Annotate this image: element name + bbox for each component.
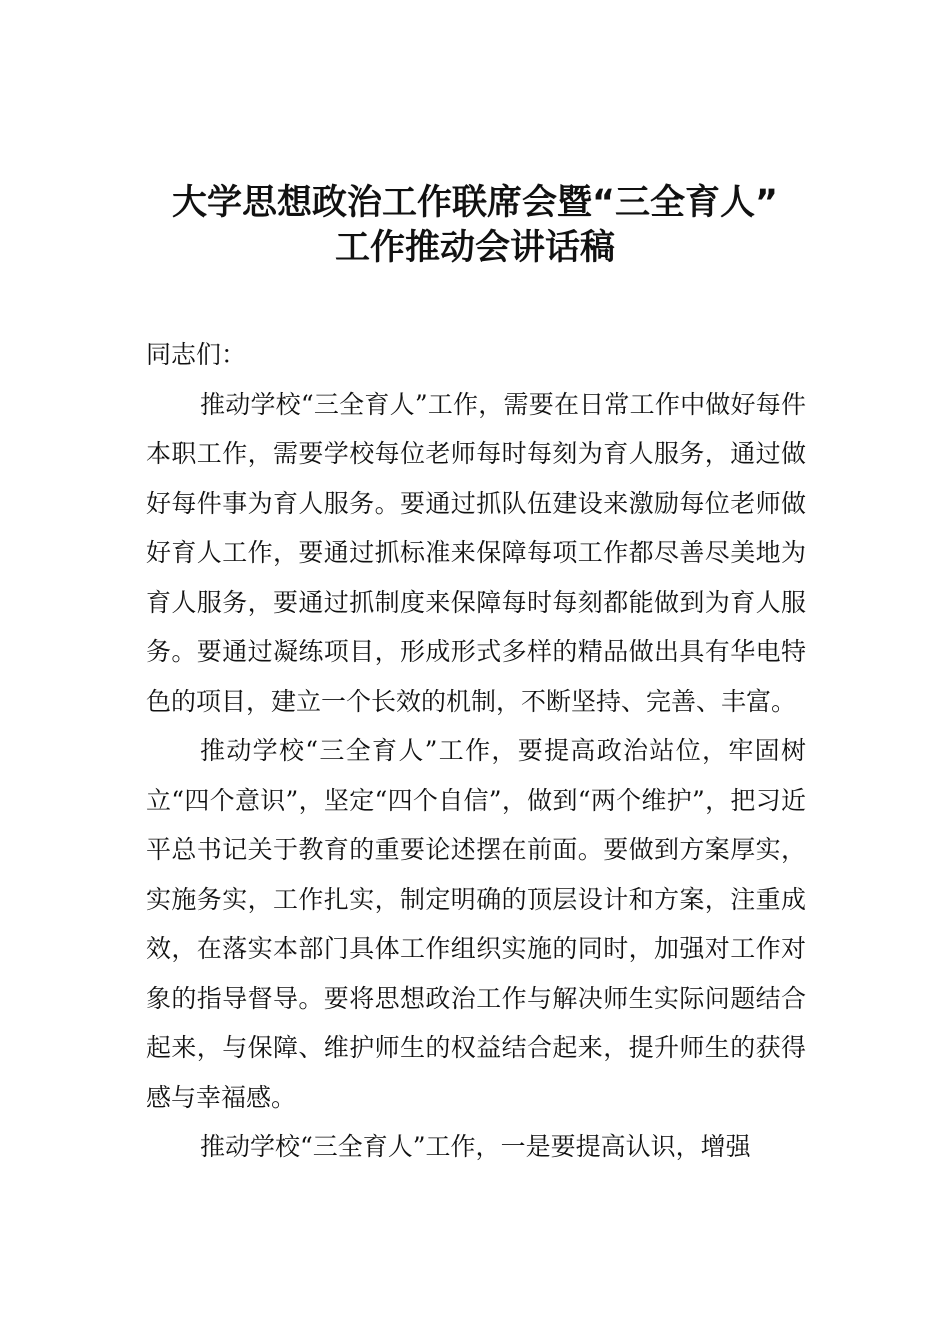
salutation: 同志们： <box>146 340 247 369</box>
paragraph-3: 推动学校“三全育人”工作，一是要提高认识，增强 <box>200 1132 751 1161</box>
paragraph-2: 推动学校“三全育人”工作，要提高政治站位，牢固树立“四个意识”，坚定“四个自信”，做到“两个维护”，把习近平总书记关于教育的重要论述摆在前面。要做到方案厚实，实施务实，工作扎实，制定明确的顶层设计和方案，注重成效，在落实本部门具体工作组织实施的同时，加强对工作对象的指导督导。要将思想政治工作与解决师生实际问题结合起来，与保障、维护师生的权益结合起来，提升师生的获得感与幸福感。 <box>146 736 806 1112</box>
document-body <box>146 330 806 1172</box>
document-title-line-1: 大学思想政治工作联席会暨“三全育人” <box>171 183 778 223</box>
paragraph-1: 推动学校“三全育人”工作，需要在日常工作中做好每件本职工作，需要学校每位老师每时每刻为育人服务，通过做好每件事为育人服务。要通过抓队伍建设来激励每位老师做好育人工作，要通过抓标准来保障每项工作都尽善尽美地为育人服务，要通过抓制度来保障每时每刻都能做到为育人服务。要通过凝练项目，形成形式多样的精品做出具有华电特色的项目，建立一个长效的机制，不断坚持、完善、丰富。 <box>146 389 806 716</box>
document-title-line-2: 工作推动会讲话稿 <box>334 228 615 268</box>
